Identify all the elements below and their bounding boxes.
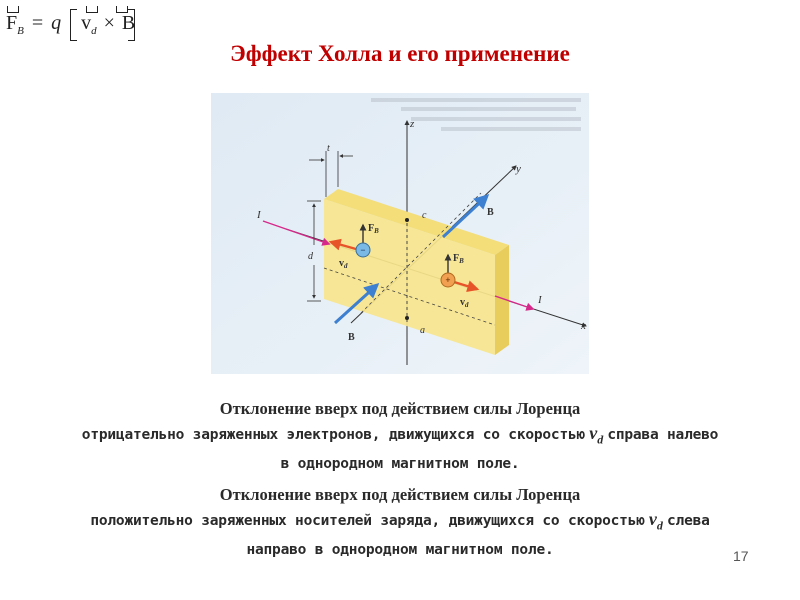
formula-equals: = [31, 12, 44, 34]
electron-sign: − [360, 245, 366, 255]
formula-times: × [103, 12, 115, 34]
current-out-label: I [538, 294, 542, 306]
lorentz-formula [6, 4, 146, 44]
formula-b: B [121, 12, 136, 34]
paragraph-positive-line3: направо в однородном магнитном поле. [246, 541, 554, 558]
point-a-label: a [420, 325, 425, 336]
point-a [405, 316, 409, 320]
point-c-label: c [422, 210, 427, 221]
formula-bracket-right [128, 9, 135, 41]
force-label-electron: $F_B$ [368, 223, 379, 235]
z-axis-label: z [410, 118, 415, 130]
paragraph-electrons-line1: Отклонение вверх под действием силы Лоренца [219, 399, 581, 418]
velocity-label-electron: $v_d$ [339, 258, 348, 270]
b-field-label-bottom: B [348, 332, 355, 343]
formula-f-sub: B [17, 25, 24, 37]
velocity-label-hole: $v_d$ [460, 297, 469, 309]
b-field-label-top: B [487, 207, 494, 218]
formula-q: q [51, 12, 62, 34]
d-label: d [308, 251, 313, 262]
hole-sign: + [445, 275, 451, 285]
page-number: 17 [733, 548, 749, 564]
paragraph-positive-line2: положительно заряженных носителей заряда, движущихся со скоростью $v_d$ слева [90, 509, 710, 533]
t-label: t [327, 143, 330, 154]
paragraph-electrons [0, 397, 800, 476]
formula-v: v [81, 12, 92, 34]
paragraph-positive-carriers [0, 483, 800, 562]
paragraph-electrons-line3: в однородном магнитном поле. [280, 455, 520, 472]
paragraph-electrons-line2: отрицательно заряженных электронов, движущихся со скоростью $v_d$ справа налево [81, 423, 719, 447]
force-label-hole: $F_B$ [453, 253, 464, 265]
x-axis-label: x [581, 320, 586, 332]
y-axis-label: y [516, 163, 521, 175]
formula-v-sub: d [91, 25, 97, 37]
page-title: Эффект Холла и его применение [230, 41, 570, 66]
formula-bracket-left [70, 9, 77, 41]
velocity-symbol: $v_d$ [589, 423, 604, 447]
hall-effect-figure [211, 93, 589, 374]
paragraph-positive-line1: Отклонение вверх под действием силы Лоренца [219, 485, 581, 504]
current-in-label: I [257, 209, 261, 221]
formula-f: F [6, 12, 18, 34]
velocity-symbol: $v_d$ [648, 509, 663, 533]
point-c [405, 218, 409, 222]
